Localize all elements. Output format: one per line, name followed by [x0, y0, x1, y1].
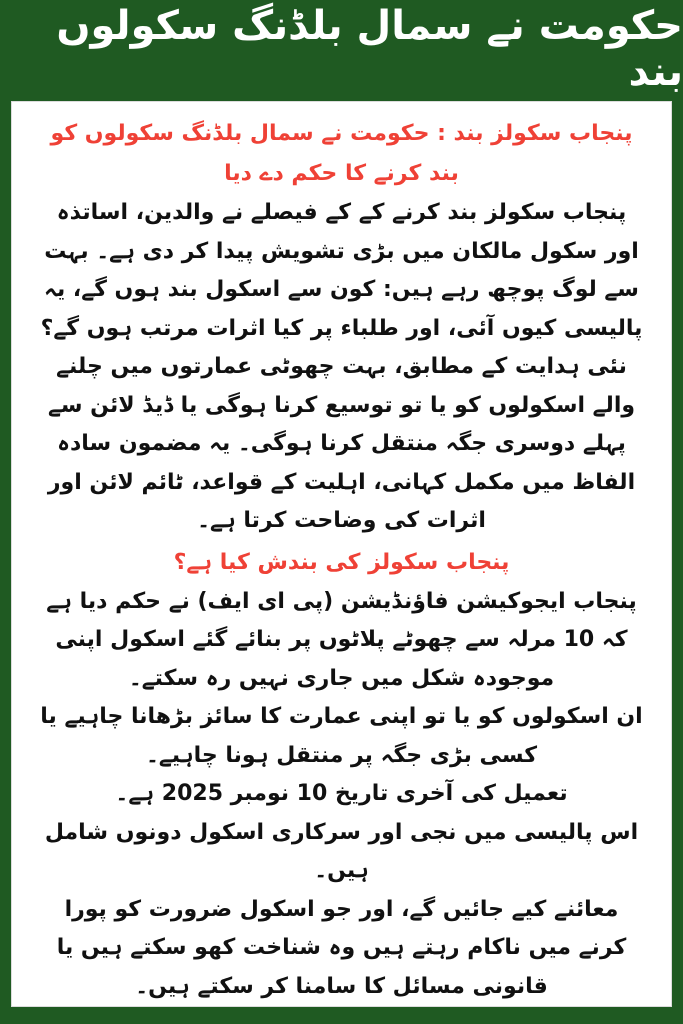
article-panel [11, 101, 672, 1007]
paragraph-deadline: تعمیل کی آخری تاریخ 10 نومبر 2025 ہے۔ [115, 781, 568, 806]
paragraph-scope: اس پالیسی میں نجی اور سرکاری اسکول دونوں شامل ہیں۔ [44, 819, 639, 883]
header-banner [0, 0, 683, 98]
section-subheading: پنجاب سکولز کی بندش کیا ہے؟ [173, 549, 510, 575]
page-title: حکومت نے سمال بلڈنگ سکولوں بند [56, 3, 683, 95]
paragraph-expand-or-relocate: ان اسکولوں کو یا تو اپنی عمارت کا سائز بڑھانا چاہیے یا کسی بڑی جگہ پر منتقل ہونا چاہیے۔ [40, 704, 643, 768]
intro-paragraph: پنجاب سکولز بند کرنے کے کے فیصلے نے والدین، اساتذہ اور سکول مالکان میں بڑی تشویش پیدا کر دی ہے۔ بہت سے لوگ پوچھ رہے ہیں: کون سے اسکول بند ہوں گے، یہ پالیسی کیوں آئی، اور طلباء پر کیا اثرات مرتب ہوں گے؟ نئی ہدایت کے مطابق، بہت چھوٹی عمارتوں میں چلنے والے اسکولوں کو یا تو توسیع کرنا ہوگی یا ڈیڈ لائن سے پہلے دوسری جگہ منتقل کرنا ہوگی۔ یہ مضمون سادہ الفاظ میں مکمل کہانی، اہلیت کے قواعد، ٹائم لائن اور اثرات کی وضاحت کرتا ہے۔ [40, 200, 643, 533]
article-headline: پنجاب سکولز بند : حکومت نے سمال بلڈنگ سکولوں کو بند کرنے کا حکم دے دیا [50, 121, 633, 186]
paragraph-inspections: معائنے کیے جائیں گے، اور جو اسکول ضرورت کو پورا کرنے میں ناکام رہتے ہیں وہ شناخت کھو سکتے ہیں یا قانونی مسائل کا سامنا کر سکتے ہیں۔ [56, 896, 627, 999]
paragraph-pef-order: پنجاب ایجوکیشن فاؤنڈیشن (پی ای ایف) نے حکم دیا ہے کہ 10 مرلہ سے چھوٹے پلاٹوں پر بنائے گئے اسکول اپنی موجودہ شکل میں جاری نہیں رہ سکتے۔ [46, 588, 637, 691]
